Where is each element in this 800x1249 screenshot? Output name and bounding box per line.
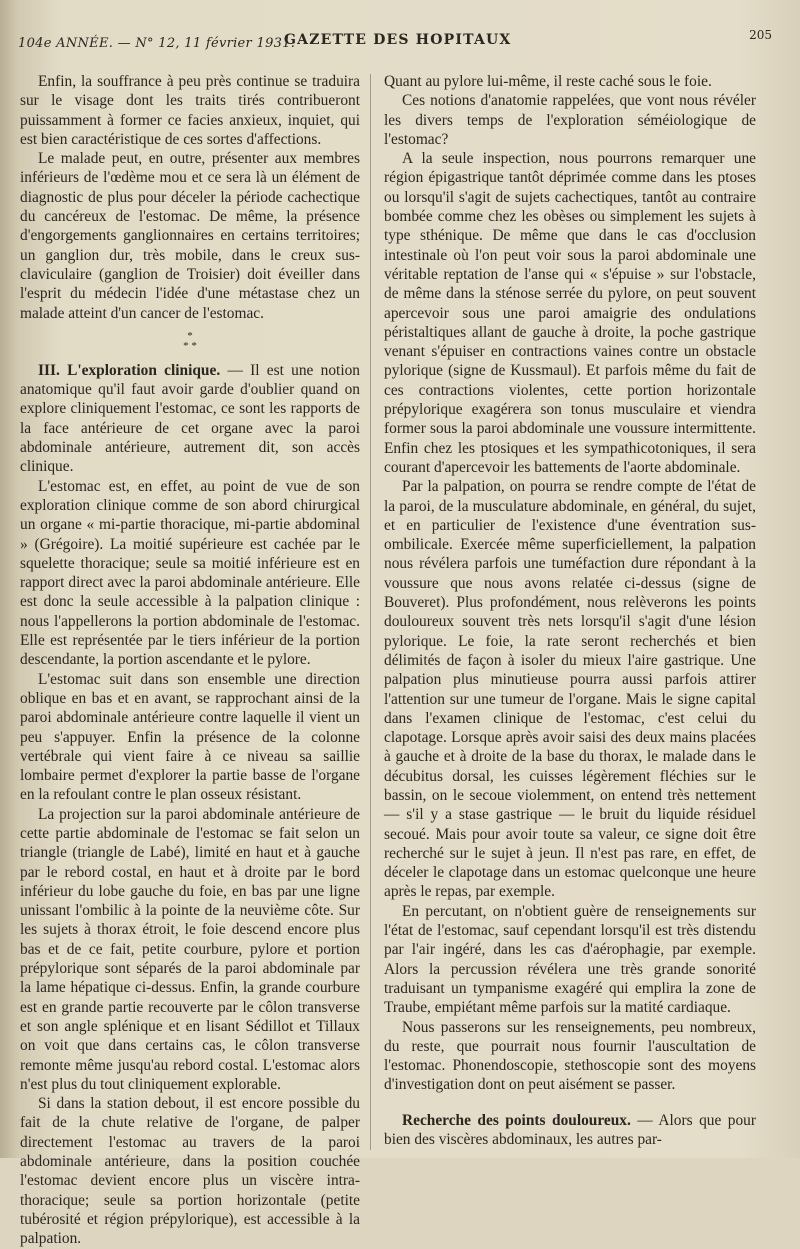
subsection-heading: Recherche des points douloureux. (402, 1111, 631, 1129)
separator-stars: * * (183, 339, 197, 352)
paragraph-text: — Il est une notion anatomique qu'il faut avoir garde d'oublier quand on explore cliniquement l'estomac, ce sont les rapports de la face antérieure de cet organe avec la paroi abdominale antérieure, autrement dit, son accès clinique. (20, 361, 360, 476)
section-paragraph (20, 361, 360, 477)
paragraph: L'estomac est, en effet, au point de vue de son exploration clinique comme de son abord chirurgical un organe « mi-partie thoracique, mi-partie abdominal » (Grégoire). La moitié supérieure est cachée par le squelette thoracique; seule sa moitié inférieure est en rapport direct avec la paroi abdominale antérieure. Elle est donc la seule accessible à la palpation clinique : nous l'appellerons la portion abdominale de l'estomac. Elle est représentée par le tiers inférieur de la portion descendante, la portion ascendante et le pylore. (20, 477, 360, 669)
page-number: 205 (749, 28, 772, 42)
paragraph: Par la palpation, on pourra se rendre compte de l'état de la paroi, de la musculature abdominale, en général, du sujet, et en particulier de l'existence d'une éventration sus-ombilicale. Exercée même superficiellement, la palpation nous révélera parfois une tuméfaction dure répondant à la voussure que nous avons relatée ci-dessus (signe de Bouveret). Plus profondément, nous relèverons les points douloureux souvent très nets lorsqu'il s'agit d'une lésion pylorique. Le foie, la rate seront recherchés et bien délimités de façon à isoler du mieux l'aire gastrique. Une palpation plus minutieuse pourra aussi parfois attirer l'attention sur une tumeur de l'organe. Mais le signe capital dans l'examen clinique de l'estomac, c'est celui du clapotage. Lorsque après avoir saisi des deux mains placées à gauche et à droite de la base du thorax, le malade dans le décubitus dorsal, les cuisses légèrement fléchies sur le bassin, on le secoue violemment, on entend très nettement — s'il y a stase gastrique — le bruit du liquide résiduel secoué. Mais pour avoir toute sa valeur, ce signe doit être recherché sur le sujet à jeun. Il n'est pas rare, en effet, de déceler le clapotage dans un estomac quelconque une heure après le repas, par exemple. (384, 478, 756, 901)
left-column (20, 72, 360, 1248)
separator-star: * (187, 329, 193, 342)
column-divider (370, 74, 371, 1150)
paragraph: Nous passerons sur les renseignements, peu nombreux, du reste, que pourrait nous fournir l'auscultation de l'estomac. Phonendoscopie, stethoscopie sont des moyens d'investigation dont on peut aisément se passer. (384, 1018, 756, 1094)
paragraph: La projection sur la paroi abdominale antérieure de cette partie abdominale de l'estomac se fait selon un triangle (triangle de Labé), limité en haut et à gauche par le rebord costal, en haut et à droite par le bord inférieur du lobe gauche du foie, en bas par une ligne unissant l'ombilic à la pointe de la neuvième côte. Sur les sujets à thorax étroit, le foie descend encore plus bas et de ce fait, petite courbure, pylore et portion prépylorique sont séparés de la paroi abdominale par la lame hépatique ci-dessus. Enfin, la grande courbure est en grande partie recouverte par le côlon transverse et son angle splénique et en lisant Sédillot et Tillaux on voit que dans certains cas, le côlon transverse remonte même jusqu'au rebord costal. L'estomac alors n'est plus du tout cliniquement explorable. (20, 805, 360, 1093)
section-heading: III. L'exploration clinique. (38, 361, 221, 379)
page-header (18, 26, 778, 56)
paragraph: Ces notions d'anatomie rappelées, que vont nous révéler les divers temps de l'exploration séméiologique de l'estomac? (384, 92, 756, 148)
subsection-paragraph (384, 1111, 756, 1150)
spacer (384, 1095, 756, 1111)
section-separator (20, 331, 360, 351)
paragraph: Quant au pylore lui-même, il reste caché sous le foie. (384, 73, 712, 90)
right-column (384, 72, 756, 1152)
paragraph-text: — Alors que pour bien des viscères abdominaux, les autres par- (384, 1111, 756, 1149)
paragraph: En percutant, on n'obtient guère de renseignements sur l'état de l'estomac, sauf cependant lorsqu'il est très distendu par l'air ingéré, dans les cas d'aérophagie, par exemple. Alors la percussion révélera une très grande sonorité traduisant un tympanisme exagéré qui emplira la zone de Traube, empiétant même parfois sur la matité cardiaque. (384, 902, 756, 1017)
journal-title: GAZETTE DES HOPITAUX (284, 32, 512, 48)
paragraph: Le malade peut, en outre, présenter aux membres inférieurs de l'œdème mou et ce sera là un élément de diagnostic de plus pour déceler la période cachectique du cancéreux de l'estomac. De même, la présence d'engorgements ganglionnaires en certains territoires; un ganglion dur, très mobile, dans le creux sus-claviculaire (ganglion de Troisier) doit éveiller dans l'esprit du médecin l'idée d'une métastase chez un malade atteint d'un cancer de l'estomac. (20, 150, 360, 322)
issue-line: 104e ANNÉE. — N° 12, 11 février 1931. (18, 36, 296, 51)
paragraph: A la seule inspection, nous pourrons remarquer une région épigastrique tantôt déprimée comme dans les ptoses ou lorsqu'il s'agit de sujets cachectiques, tantôt au contraire bombée comme chez les obèses ou simplement les sujets à type sthénique. De même que dans le cas d'occlusion intestinale où l'on peut voir sous la paroi abdominale une véritable reptation de l'anse qui « s'épuise » sur l'obstacle, de même dans la sténose serrée du pylore, on peut souvent apercevoir sous une paroi amaigrie des ondulations péristaltiques allant de gauche à droite, la poche gastrique venant s'épuiser en contractions vaines contre un obstacle pylorique (signe de Kussmaul). Et parfois même du fait de ces contractions violentes, cette portion horizontale prépylorique exagérera son tonus musculaire et viendra former sous la paroi abdominale une voussure intermittente. Enfin chez les ptosiques et les sympathicotoniques, il sera courant d'apercevoir les battements de l'aorte abdominale. (384, 150, 756, 476)
paragraph: Si dans la station debout, il est encore possible du fait de la chute relative de l'organe, de palper directement l'estomac au travers de la paroi abdominale antérieure, dans la position couchée l'estomac devient encore plus un viscère intra-thoracique; seule sa portion horizontale (petite tubérosité et région prépylorique), est accessible à la palpation. (20, 1095, 360, 1248)
paragraph: L'estomac suit dans son ensemble une direction oblique en bas et en avant, se rapprochant ainsi de la paroi abdominale antérieure contre laquelle il vient un peu s'appuyer. Enfin la présence de la colonne vertébrale qui vient faire à ce niveau sa saillie lombaire permet d'explorer la partie basse de l'organe en la refoulant contre le plan osseux résistant. (20, 670, 360, 804)
paragraph: Enfin, la souffrance à peu près continue se traduira sur le visage dont les traits tirés contribueront puissamment à former ce facies anxieux, inquiet, qui est bien caractéristique de ces sortes d'affections. (20, 73, 360, 148)
